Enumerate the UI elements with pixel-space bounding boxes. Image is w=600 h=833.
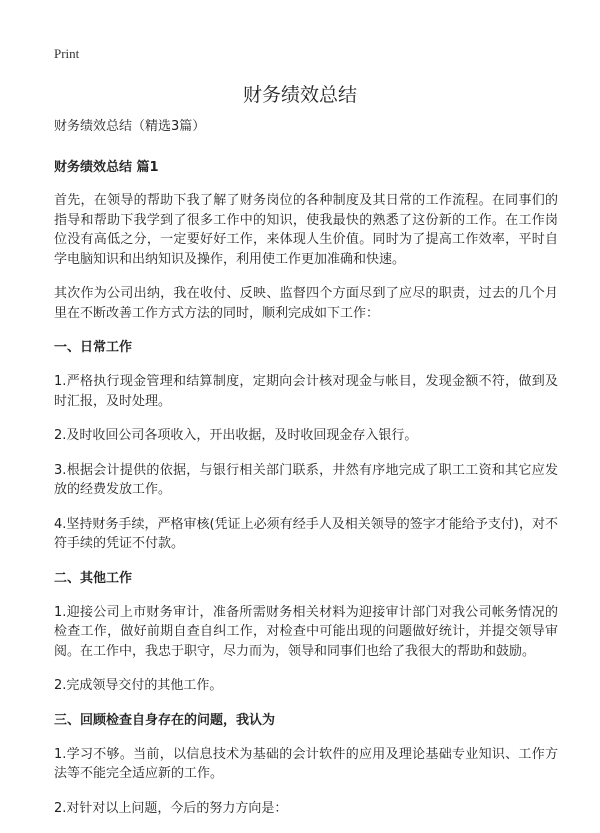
self-review-item-1: 1.学习不够。当前，以信息技术为基础的会计软件的应用及理论基础专业知识、工作方法等不能完全适应新的工作。 xyxy=(54,746,558,781)
article-heading: 财务绩效总结 篇1 xyxy=(54,160,159,175)
article-body xyxy=(54,117,558,833)
intro-paragraph-2: 其次作为公司出纳，我在收付、反映、监督四个方面尽到了应尽的职责，过去的几个月里在不断改善工作方式方法的同时，顺利完成如下工作： xyxy=(54,286,558,321)
daily-work-item-1: 1.严格执行现金管理和结算制度，定期向会计核对现金与帐目，发现金额不符，做到及时汇报，及时处理。 xyxy=(54,374,558,409)
print-link[interactable]: Print xyxy=(54,46,80,61)
daily-work-item-2: 2.及时收回公司各项收入，开出收据，及时收回现金存入银行。 xyxy=(54,428,418,443)
article-subtitle: 财务绩效总结（精选3篇） xyxy=(54,119,206,134)
intro-paragraph-1: 首先，在领导的帮助下我了解了财务岗位的各种制度及其日常的工作流程。在同事们的指导和帮助下我学到了很多工作中的知识，使我最快的熟悉了这份新的工作。在工作岗位没有高低之分，一定要好好工作，来体现人生价值。同时为了提高工作效率，平时自学电脑知识和出纳知识及操作，利用使工作更加准确和快速。 xyxy=(54,193,558,267)
section-heading-self-review: 三、回顾检查自身存在的问题，我认为 xyxy=(54,712,276,728)
self-review-item-2: 2.对针对以上问题，今后的努力方向是： xyxy=(54,800,288,816)
section-heading-daily-work: 一、日常工作 xyxy=(54,340,133,355)
daily-work-item-4: 4.坚持财务手续，严格审核(凭证上必须有经手人及相关领导的签字才能给予支付)，对不符手续的凭证不付款。 xyxy=(54,516,558,551)
daily-work-item-3: 3.根据会计提供的依据，与银行相关部门联系，井然有序地完成了职工工资和其它应发放的经费发放工作。 xyxy=(54,462,558,497)
other-work-item-2: 2.完成领导交付的其他工作。 xyxy=(54,678,223,693)
section-heading-other-work: 二、其他工作 xyxy=(54,570,133,586)
other-work-item-1: 1.迎接公司上市财务审计，准备所需财务相关材料为迎接审计部门对我公司帐务情况的检查工作，做好前期自查自纠工作，对检查中可能出现的问题做好统计，并提交领导审阅。在工作中，我忠于职守，尽力而为，领导和同事们也给了我很大的帮助和鼓励。 xyxy=(54,604,558,659)
page-title: 财务绩效总结 xyxy=(242,84,357,106)
